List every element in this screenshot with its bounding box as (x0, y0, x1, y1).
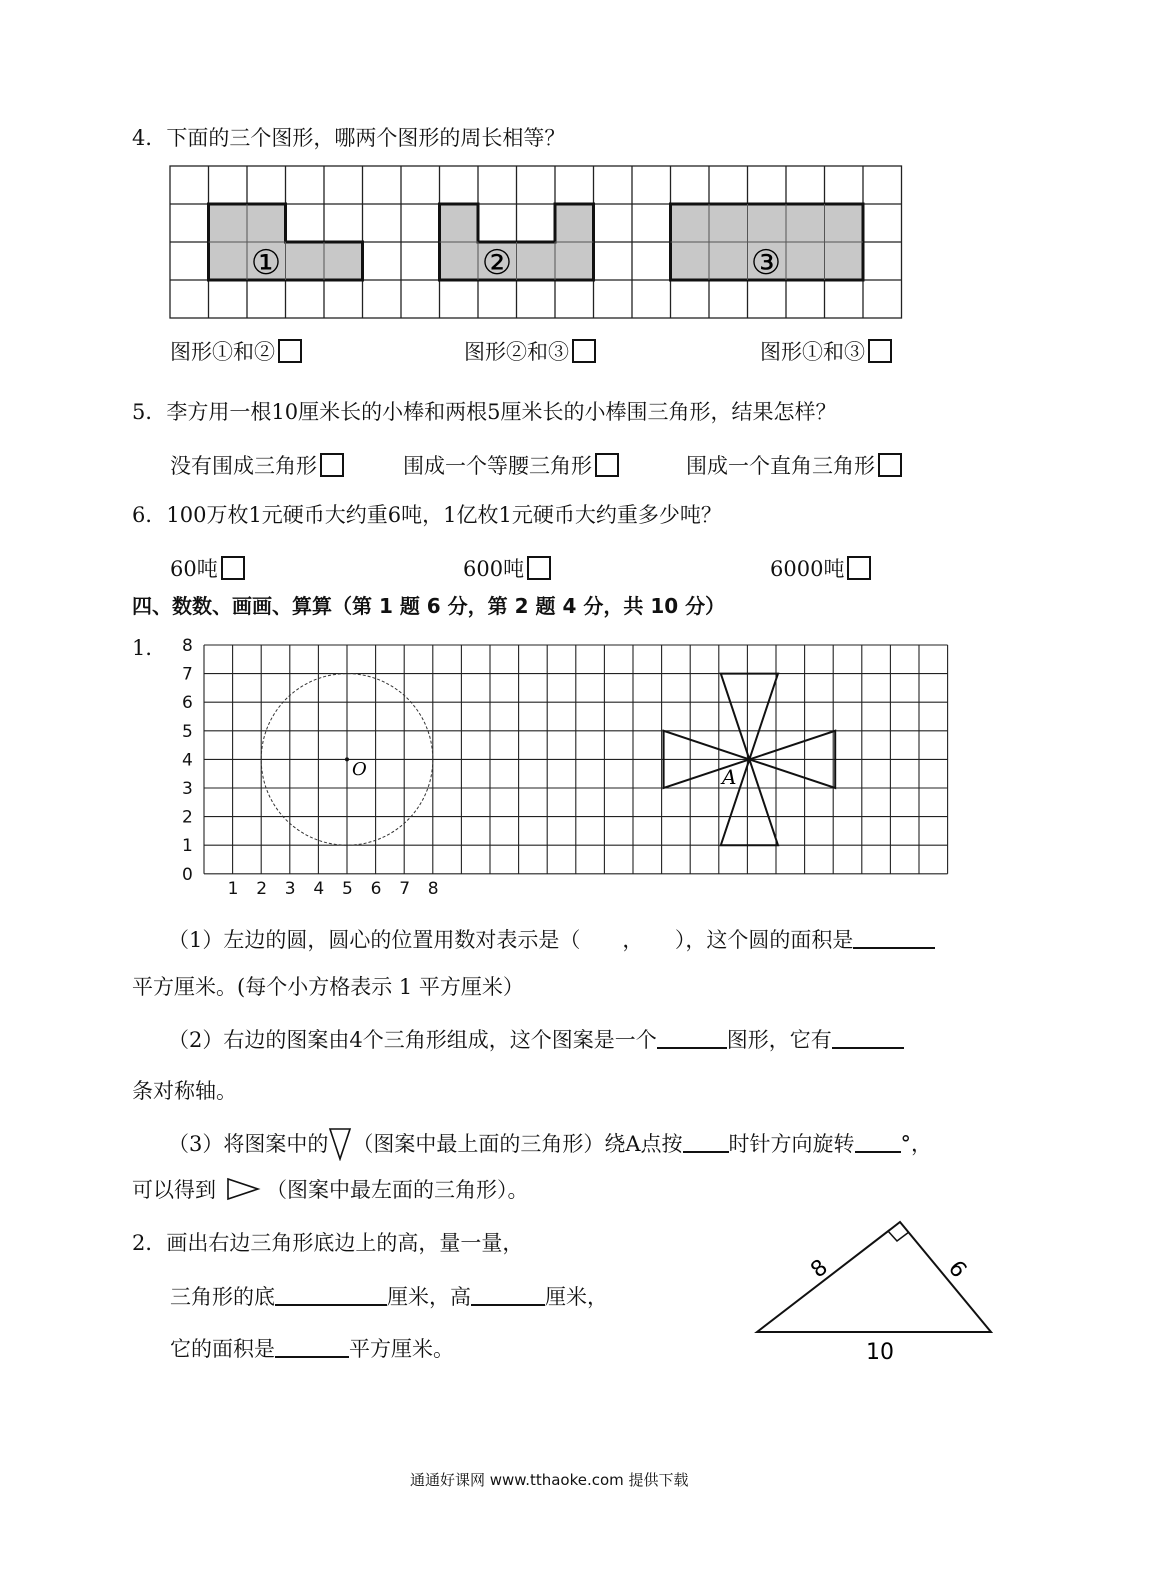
option-2-3-label: 图形②和③ (464, 340, 569, 364)
sub2-line2: 条对称轴。 (132, 1079, 237, 1103)
option-1-3-label: 图形①和③ (760, 340, 865, 364)
q6-option-1[interactable] (170, 556, 245, 580)
area-answer-blank[interactable] (275, 1338, 349, 1358)
sub3-text-a: （3）将图案中的 (168, 1132, 329, 1156)
q4-label: 4．下面的三个图形，哪两个图形的周长相等？ (132, 126, 566, 150)
q6-option-2-label: 600吨 (463, 557, 525, 581)
sub2-text-b: 图形，它有 (726, 1028, 832, 1052)
x-tick-label: 4 (313, 878, 325, 899)
q2-text-d: 它的面积是 (170, 1337, 275, 1361)
sub3-text-b: （图案中最上面的三角形）绕A点按 (352, 1132, 683, 1156)
sub3-line1 (168, 1127, 932, 1161)
y-tick-label: 7 (182, 664, 193, 685)
sub1-text: （1）左边的圆，圆心的位置用数对表示是（ ， ），这个圆的面积是 (168, 928, 854, 952)
sub3-line2 (132, 1177, 529, 1201)
q5-label: 5．李方用一根10厘米长的小棒和两根5厘米长的小棒围三角形，结果怎样？ (132, 400, 837, 424)
q2-text-b: 厘米，高 (387, 1285, 471, 1309)
sub3-text-d: °， (900, 1132, 933, 1156)
circle-center (345, 757, 349, 761)
footer: 通通好课网 www.tthaoke.com 提供下载 (410, 1471, 689, 1489)
down-triangle-icon (328, 1127, 352, 1161)
y-tick-label: 2 (182, 807, 193, 828)
angle-blank[interactable] (855, 1133, 901, 1153)
x-tick-label: 3 (284, 878, 296, 899)
option-1-2[interactable] (170, 339, 302, 363)
q2-line3 (170, 1338, 454, 1360)
q5-checkbox-1[interactable] (320, 453, 344, 477)
y-tick-label: 3 (182, 779, 193, 799)
q5-option-1[interactable] (170, 453, 344, 477)
x-tick-label: 7 (399, 878, 411, 899)
q5-option-2[interactable] (403, 453, 619, 477)
checkbox-2-3[interactable] (572, 339, 596, 363)
x-tick-label: 1 (227, 878, 239, 899)
center-label: O (352, 759, 367, 780)
base-label: 10 (866, 1340, 894, 1365)
y-tick-label: 0 (182, 864, 193, 885)
y-tick-label: 5 (182, 721, 193, 742)
x-tick-label: 5 (342, 878, 353, 899)
q2-line1: 2．画出右边三角形底边上的高，量一量， (132, 1231, 524, 1255)
q5-checkbox-3[interactable] (878, 453, 902, 477)
sub2-text-a: （2）右边的图案由4个三角形组成，这个图案是一个 (168, 1028, 657, 1052)
option-1-3[interactable] (760, 339, 892, 363)
q5-option-3[interactable] (686, 453, 902, 477)
y-tick-label: 8 (182, 636, 193, 656)
q5-checkbox-2[interactable] (595, 453, 619, 477)
shape-type-blank[interactable] (657, 1029, 727, 1049)
sub3-text-c: 时针方向旋转 (728, 1132, 855, 1156)
side-b-label: 6 (942, 1256, 972, 1283)
q2-text-e: 平方厘米。 (349, 1337, 454, 1361)
sub3-text-e: 可以得到 (132, 1178, 216, 1202)
q2-text-a: 三角形的底 (170, 1285, 275, 1309)
point-a-label: A (722, 765, 737, 789)
q6-checkbox-3[interactable] (847, 556, 871, 580)
q6-option-3-label: 6000吨 (770, 557, 845, 581)
option-1-2-label: 图形①和② (170, 340, 275, 364)
q6-option-1-label: 60吨 (170, 557, 218, 581)
checkbox-1-3[interactable] (868, 339, 892, 363)
q2-text-c: 厘米， (545, 1285, 608, 1309)
shape-2-label: ② (481, 243, 513, 283)
q6-checkbox-2[interactable] (527, 556, 551, 580)
q6-label: 6．100万枚1元硬币大约重6吨，1亿枚1元硬币大约重多少吨？ (132, 503, 722, 527)
x-tick-label: 6 (370, 878, 382, 899)
direction-blank[interactable] (683, 1133, 729, 1153)
option-2-3[interactable] (464, 339, 596, 363)
x-tick-label: 8 (427, 878, 439, 899)
q2-line2 (170, 1286, 608, 1308)
side-a-label: 8 (806, 1254, 833, 1284)
sub2-line1 (168, 1029, 904, 1051)
section-4-title: 四、数数、画画、算算（第 1 题 6 分，第 2 题 4 分，共 10 分） (132, 594, 726, 618)
axes-count-blank[interactable] (832, 1029, 904, 1049)
shape-3-label: ③ (750, 243, 782, 283)
sub1-line1 (168, 929, 935, 951)
q6-option-2[interactable] (463, 556, 551, 580)
x-tick-label: 2 (256, 878, 268, 899)
left-triangle-icon (220, 1177, 262, 1201)
shape-1-label: ① (250, 243, 282, 283)
sub1-line2: 平方厘米。(每个小方格表示 1 平方厘米） (132, 975, 524, 999)
q6-option-3[interactable] (770, 556, 871, 580)
sub3-text-f: （图案中最左面的三角形）。 (266, 1178, 529, 1202)
area-blank[interactable] (853, 929, 935, 949)
y-tick-label: 1 (182, 836, 193, 857)
y-tick-label: 6 (182, 693, 193, 714)
q6-checkbox-1[interactable] (221, 556, 245, 580)
q5-option-1-label: 没有围成三角形 (170, 454, 317, 478)
q5-option-3-label: 围成一个直角三角形 (686, 454, 875, 478)
y-tick-label: 4 (182, 750, 193, 771)
height-blank[interactable] (471, 1286, 545, 1306)
checkbox-1-2[interactable] (278, 339, 302, 363)
q5-option-2-label: 围成一个等腰三角形 (403, 454, 592, 478)
base-blank[interactable] (275, 1286, 387, 1306)
grid-question-number: 1． (132, 636, 167, 660)
right-angle-mark (888, 1231, 909, 1241)
